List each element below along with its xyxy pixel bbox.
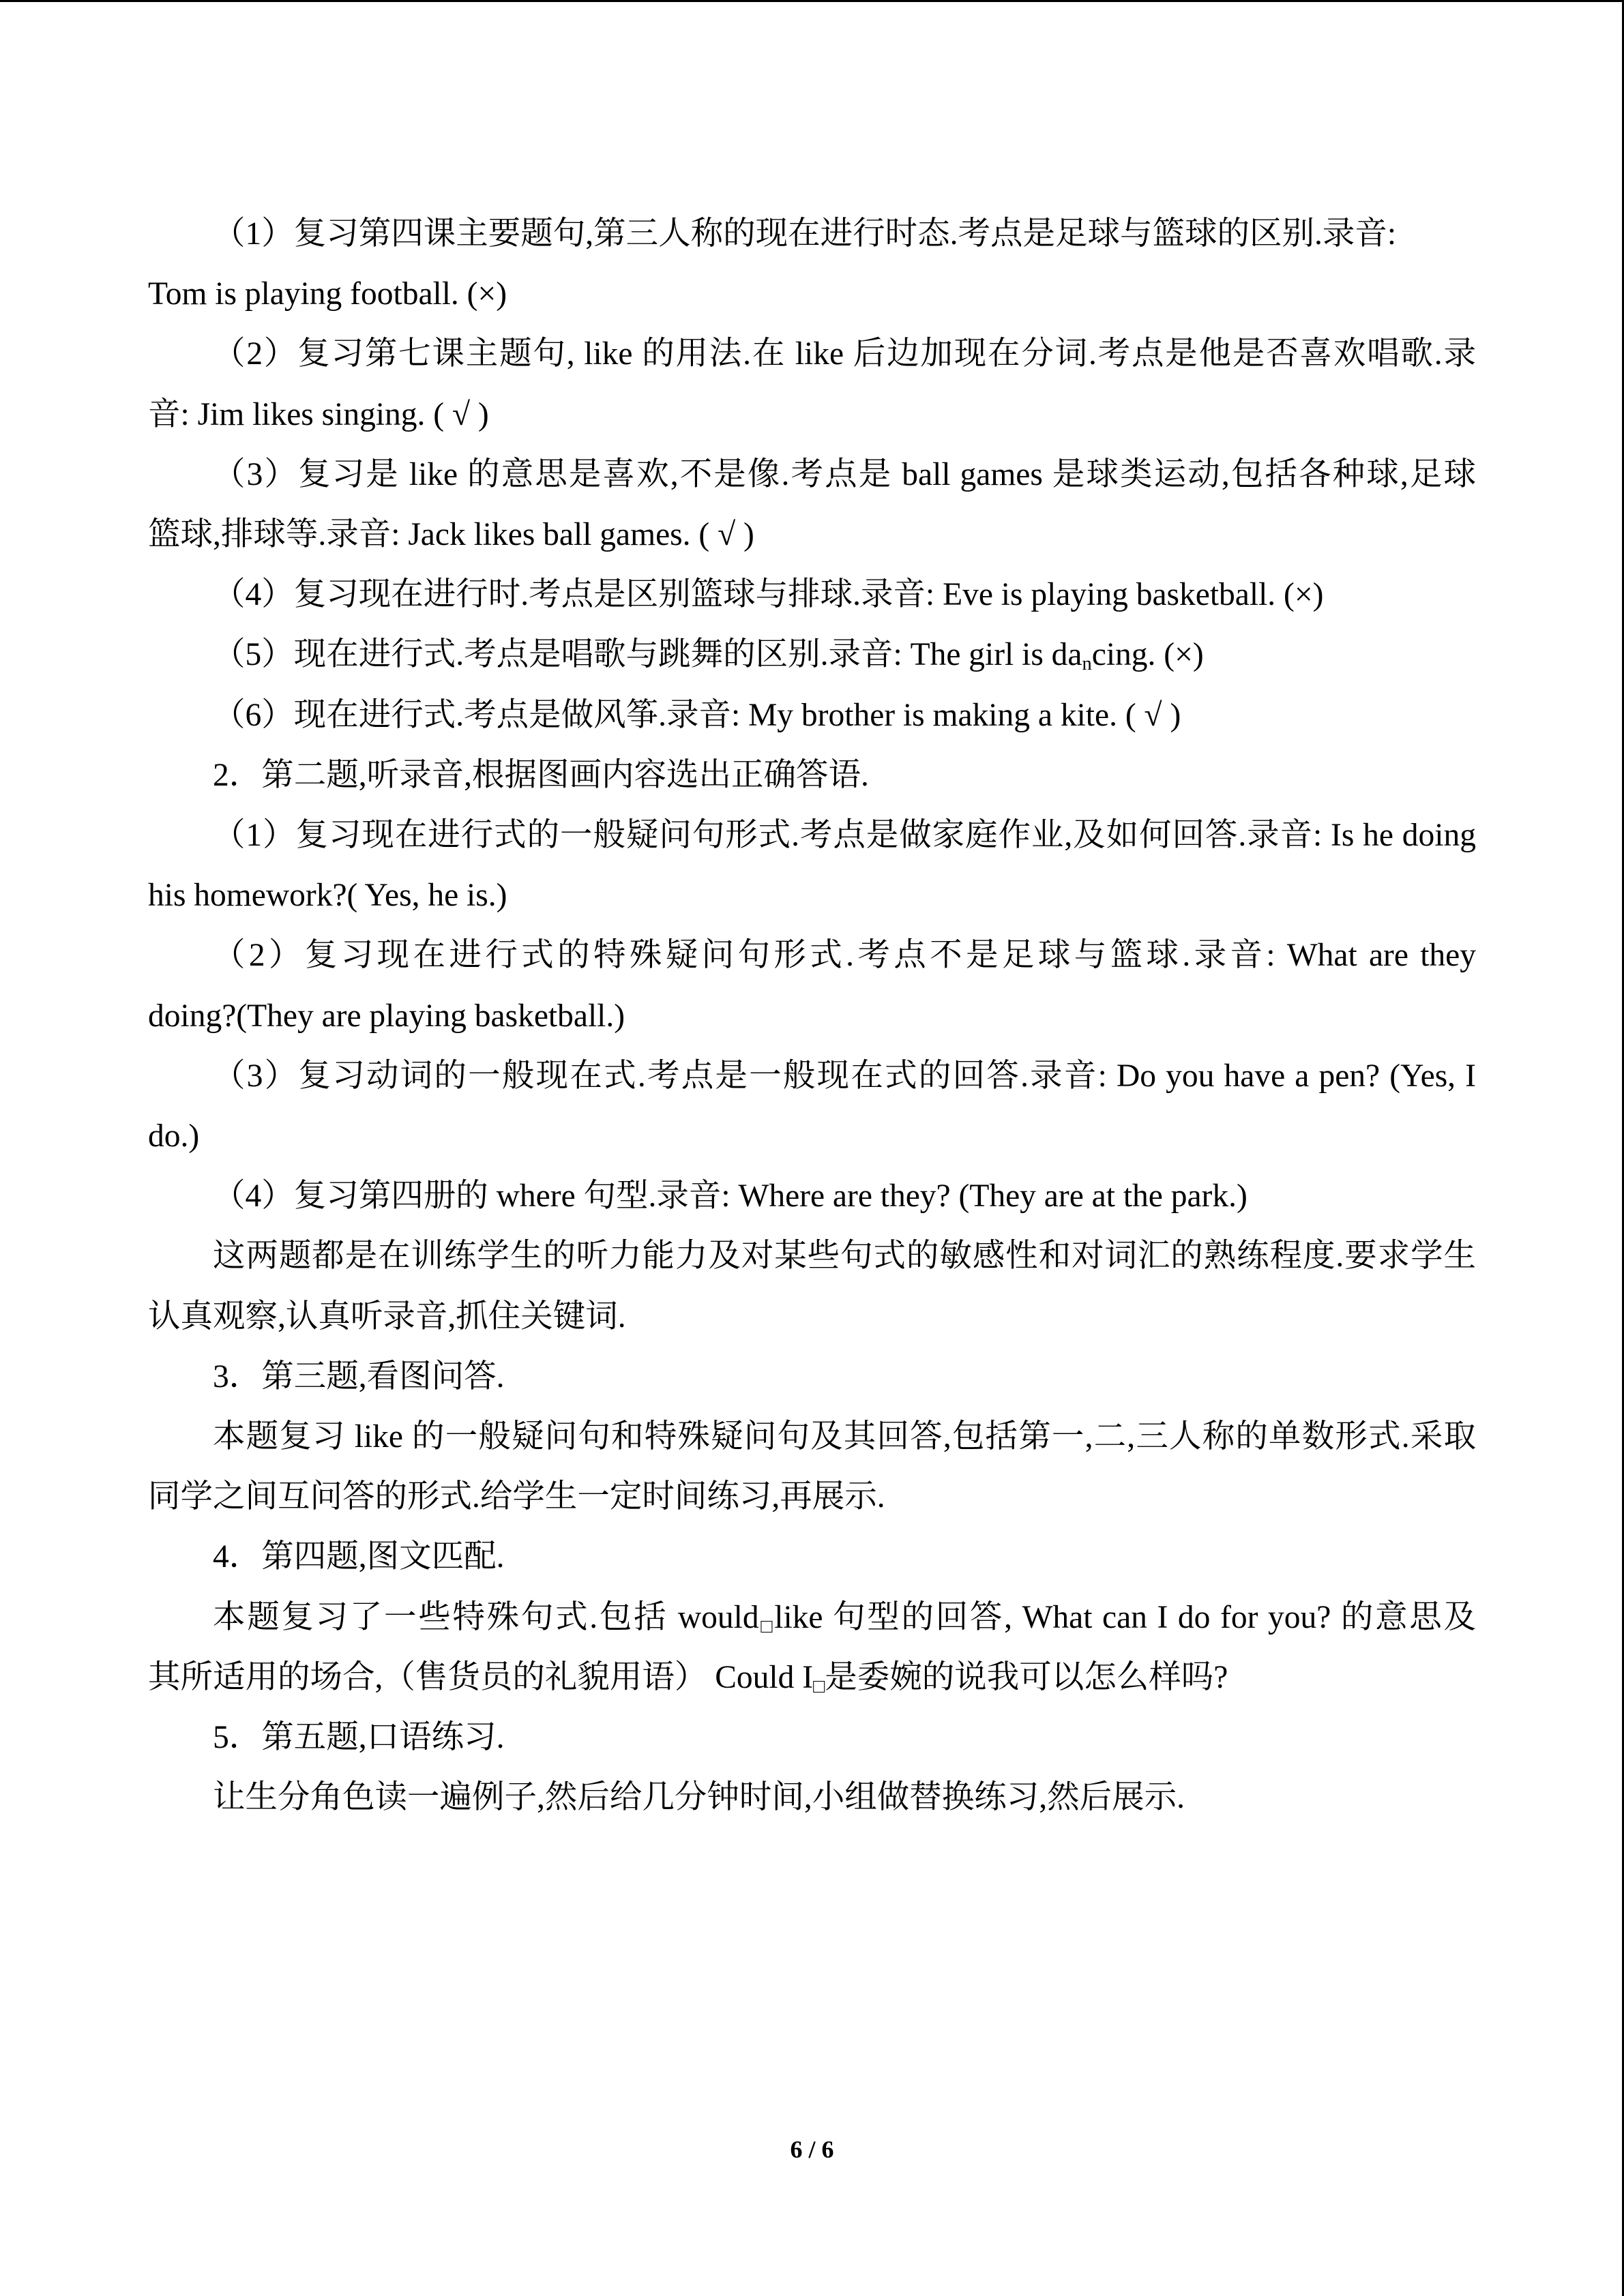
text-line: 2．第二题,听录音,根据图画内容选出正确答语. [213,757,869,793]
part1-item-4 [148,565,1476,625]
part3-description [148,1407,1476,1527]
subscript-box: □ [758,1615,775,1637]
part2-summary [148,1226,1476,1346]
text-line [148,1648,1476,1708]
text-line: （3）复习是 like 的意思是喜欢,不是像.考点是 ball games 是球类运动,包括各种球,足球 [213,456,1476,492]
text-line: （4）复习第四册的 where 句型.录音: Where are they? (They are at the park.) [213,1178,1247,1214]
part2-item-4 [148,1166,1476,1226]
part3-heading [148,1347,1476,1407]
part1-item-1 [148,204,1476,324]
part1-item-6 [148,685,1476,745]
text-line: 音: Jim likes singing. ( √ ) [148,396,489,432]
text-line: 3．第三题,看图问答. [213,1358,505,1395]
part4-description [148,1587,1476,1708]
part1-item-5 [148,625,1476,685]
text-segment: 本题复习了一些特殊句式.包括 would [213,1599,759,1635]
text-line: 让生分角色读一遍例子,然后给几分钟时间,小组做替换练习,然后展示. [213,1780,1185,1816]
text-line: 认真观察,认真听录音,抓住关键词. [148,1298,626,1335]
text-line: （1）复习第四课主要题句,第三人称的现在进行时态.考点是足球与篮球的区别.录音: [213,216,1397,252]
part5-description [148,1768,1476,1828]
text-line [148,1587,1476,1648]
text-line: his homework?( Yes, he is.) [148,878,507,914]
text-line: 本题复习 like 的一般疑问句和特殊疑问句及其回答,包括第一,二,三人称的单数形式.采取 [213,1419,1476,1455]
part5-heading [148,1708,1476,1768]
text-line: 5．第五题,口语练习. [213,1720,505,1756]
text-segment: 是委婉的说我可以怎么样吗? [825,1659,1228,1695]
text-line: do.) [148,1118,200,1154]
text-line: （4）复习现在进行时.考点是区别篮球与排球.录音: Eve is playing basketball. (×) [213,577,1324,613]
text-line: 同学之间互问答的形式.给学生一定时间练习,再展示. [148,1479,885,1515]
top-border-line [0,0,1624,2]
part1-item-3 [148,445,1476,565]
text-segment: like 句型的回答, What can I do for you? 的意思及 [774,1599,1477,1635]
part2-heading [148,745,1476,805]
subscript-letter: n [1082,653,1092,675]
part2-item-2 [148,925,1476,1045]
text-line: （6）现在进行式.考点是做风筝.录音: My brother is making a kite. ( √ ) [213,697,1181,733]
text-line: Tom is playing football. (×) [148,276,507,312]
text-line: （3）复习动词的一般现在式.考点是一般现在式的回答.录音: Do you have a pen? (Yes, I [213,1058,1476,1094]
text-line: （2）复习现在进行式的特殊疑问句形式.考点不是足球与篮球.录音: What are they [213,938,1476,974]
text-segment: cing. (×) [1091,637,1204,673]
page-number: 6 / 6 [790,2136,834,2163]
part1-item-2 [148,324,1476,444]
part2-item-1 [148,805,1476,925]
text-line: 篮球,排球等.录音: Jack likes ball games. ( √ ) [148,517,754,553]
text-line: 4．第四题,图文匹配. [213,1539,505,1575]
part4-heading [148,1527,1476,1587]
document-body [148,204,1476,1828]
text-segment: 其所适用的场合,（售货员的礼貌用语） Could I [148,1659,814,1695]
text-segment: （5）现在进行式.考点是唱歌与跳舞的区别.录音: The girl is da [213,637,1082,673]
text-line [148,625,1476,685]
part2-item-3 [148,1046,1476,1166]
text-line: （1）复习现在进行式的一般疑问句形式.考点是做家庭作业,及如何回答.录音: Is he doing [213,818,1476,854]
subscript-box: □ [813,1676,825,1697]
text-line: doing?(They are playing basketball.) [148,998,625,1034]
text-line: 这两题都是在训练学生的听力能力及对某些句式的敏感性和对词汇的熟练程度.要求学生 [213,1238,1476,1274]
text-line: （2）复习第七课主题句, like 的用法.在 like 后边加现在分词.考点是他是否喜欢唱歌.录 [213,336,1476,372]
